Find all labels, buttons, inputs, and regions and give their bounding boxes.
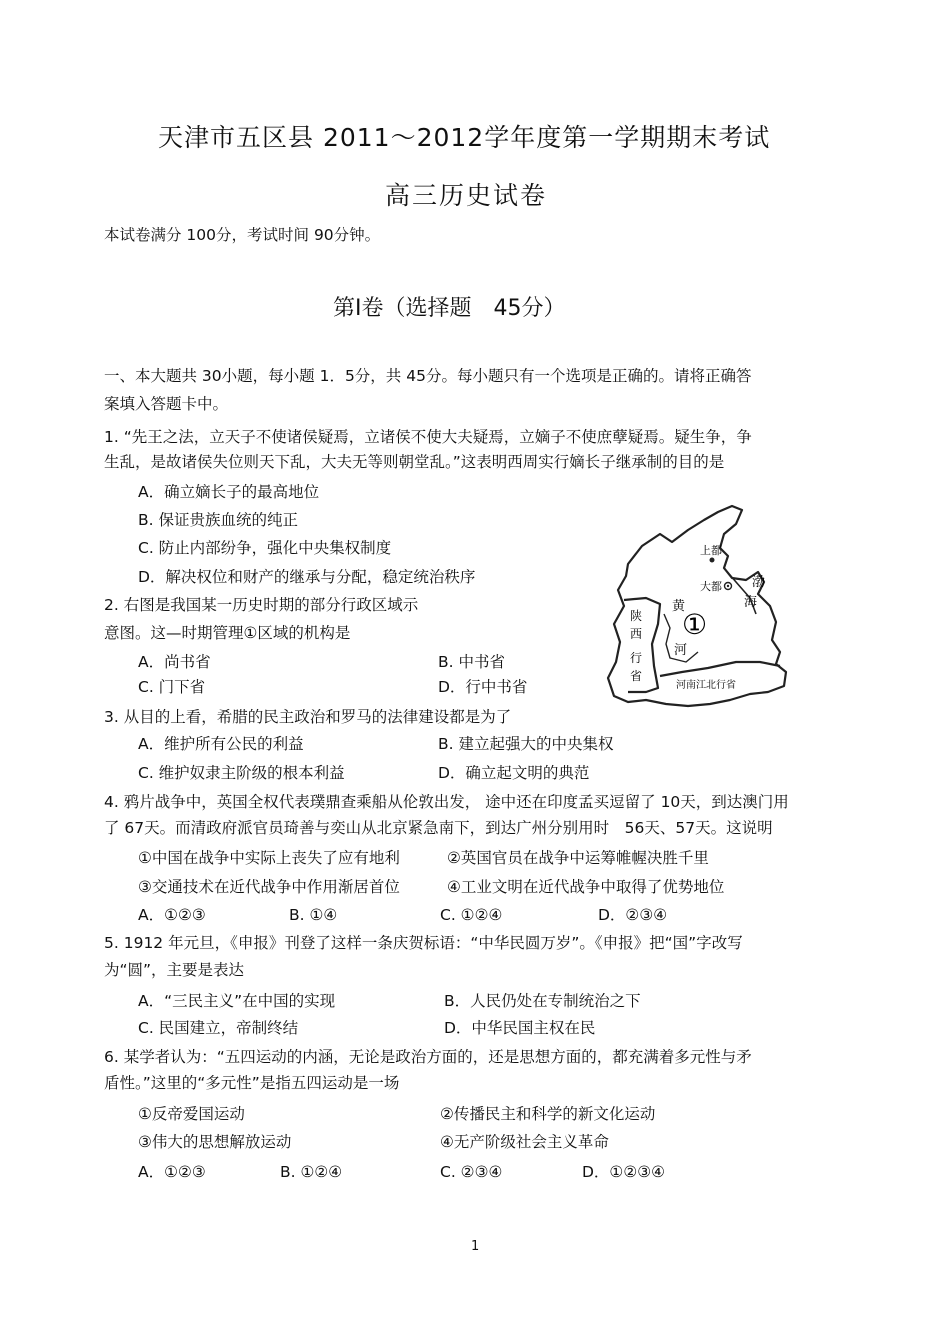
q1-option-a: A．确立嫡长子的最高地位 (138, 483, 320, 501)
q5-option-c: C. 民国建立，帝制终结 (138, 1019, 299, 1037)
q6-option-b: B. ①②④ (280, 1163, 343, 1181)
section-title: 第Ⅰ卷（选择题 45分） (333, 296, 566, 321)
q1-option-d: D．解决权位和财产的继承与分配，稳定统治秩序 (138, 568, 476, 586)
shangdu-dot (710, 558, 715, 563)
q4-statement-4: ④工业文明在近代战争中取得了优势地位 (447, 878, 725, 896)
q4-option-d: D．②③④ (598, 906, 668, 924)
q1-stem-line2: 生乱，是故诸侯失位则天下乱，大夫无等则朝堂乱。”这表明西周实行嫡长子继承制的目的是 (104, 453, 725, 471)
q2-option-a: A．尚书省 (138, 653, 211, 671)
q6-statement-2: ②传播民主和科学的新文化运动 (440, 1105, 656, 1123)
map-label-hai: 海 (744, 595, 758, 610)
yuan-dynasty-map (600, 502, 790, 716)
q6-stem-line1: 6. 某学者认为：“五四运动的内涵，无论是政治方面的，还是思想方面的，都充满着多元性与矛 (104, 1048, 752, 1066)
map-label-huang: 黄 (672, 599, 686, 614)
map-label-region: ① (682, 608, 708, 641)
q4-statement-3: ③交通技术在近代战争中作用渐居首位 (138, 878, 400, 896)
map-label-shaanxi-2: 西 (630, 627, 643, 641)
q5-option-d: D．中华民国主权在民 (444, 1019, 596, 1037)
henan-border (660, 662, 780, 676)
q4-stem-line1: 4. 鸦片战争中，英国全权代表璞鼎查乘船从伦敦出发， 途中还在印度孟买逗留了 10天，到达澳门用 (104, 793, 789, 811)
q5-stem-line2: 为“圆”，主要是表达 (104, 961, 245, 979)
q5-option-a: A．“三民主义”在中国的实现 (138, 992, 336, 1010)
q2-option-d: D．行中书省 (438, 678, 528, 696)
q6-option-c: C. ②③④ (440, 1163, 503, 1181)
map-label-shaanxi-1: 陕 (630, 609, 643, 623)
q4-option-a: A．①②③ (138, 906, 206, 924)
q1-option-b: B. 保证贵族血统的纯正 (138, 511, 298, 529)
q4-statement-2: ②英国官员在战争中运筹帷幄决胜千里 (447, 849, 709, 867)
q1-option-c: C. 防止内部纷争，强化中央集权制度 (138, 539, 392, 557)
q2-stem-line2: 意图。这—时期管理①区域的机构是 (104, 624, 351, 642)
q1-stem-line1: 1. “先王之法，立天子不使诸侯疑焉，立诸侯不使大夫疑焉，立嫡子不使庶孽疑焉。疑生争，争 (104, 428, 752, 446)
q4-option-c: C. ①②④ (440, 906, 503, 924)
q6-statement-4: ④无产阶级社会主义革命 (440, 1133, 609, 1151)
q3-stem-line1: 3. 从目的上看，希腊的民主政治和罗马的法律建设都是为了 (104, 708, 512, 726)
q5-stem-line1: 5. 1912 年元旦，《申报》刊登了这样一条庆贺标语：“中华民圆万岁”。《申报》把“国”字改写 (104, 934, 743, 952)
q4-statement-1: ①中国在战争中实际上丧失了应有地利 (138, 849, 400, 867)
map-label-he: 河 (674, 643, 688, 658)
map-label-dadu: 大都 (700, 580, 722, 593)
exam-title: 天津市五区县 2011～2012学年度第一学期期末考试 (158, 123, 771, 152)
q4-option-b: B. ①④ (289, 906, 338, 924)
q2-option-c: C. 门下省 (138, 678, 206, 696)
q3-option-a: A．维护所有公民的利益 (138, 735, 304, 753)
exam-subtitle: 高三历史试卷 (385, 181, 548, 210)
q3-option-d: D．确立起文明的典范 (438, 764, 590, 782)
q2-option-b: B. 中书省 (438, 653, 505, 671)
map-label-bo: 渤 (752, 575, 766, 590)
section-instruction-line1: 一、本大题共 30小题，每小题 1．5分，共 45分。每小题只有一个选项是正确的。请将正确答 (104, 367, 752, 385)
map-label-shaanxi-3: 行 (630, 651, 643, 665)
map-label-shangdu: 上都 (700, 544, 722, 557)
map-label-henan: 河南江北行省 (676, 680, 736, 691)
dadu-dot-center (727, 585, 729, 587)
page-number: 1 (471, 1239, 480, 1254)
q2-stem-line1: 2. 右图是我国某一历史时期的部分行政区域示 (104, 596, 419, 614)
q6-option-a: A．①②③ (138, 1163, 206, 1181)
q4-stem-line2: 了 67天。而清政府派官员琦善与奕山从北京紧急南下，到达广州分别用时 56天、57天。这说明 (104, 819, 773, 837)
map-label-shaanxi-4: 省 (630, 669, 643, 683)
exam-note: 本试卷满分 100分，考试时间 90分钟。 (104, 226, 381, 244)
q3-option-b: B. 建立起强大的中央集权 (438, 735, 614, 753)
section-instruction-line2: 案填入答题卡中。 (104, 395, 229, 413)
q6-option-d: D．①②③④ (582, 1163, 666, 1181)
q3-option-c: C. 维护奴隶主阶级的根本利益 (138, 764, 345, 782)
q5-option-b: B．人民仍处在专制统治之下 (444, 992, 641, 1010)
q6-statement-1: ①反帝爱国运动 (138, 1105, 245, 1123)
q6-stem-line2: 盾性。”这里的“多元性”是指五四运动是一场 (104, 1074, 400, 1092)
q6-statement-3: ③伟大的思想解放运动 (138, 1133, 292, 1151)
